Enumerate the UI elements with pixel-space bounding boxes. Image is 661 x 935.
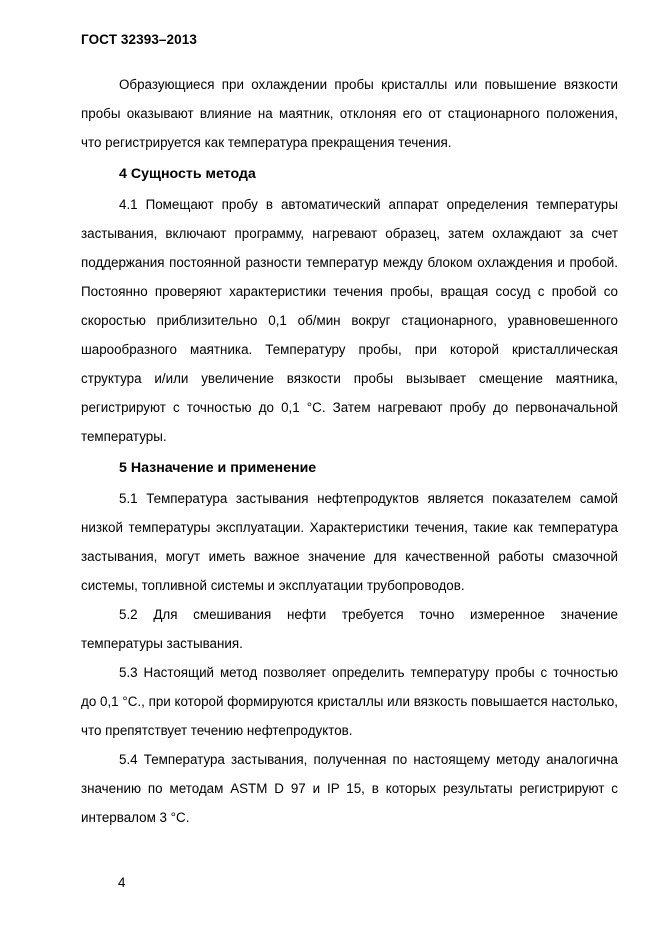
section-5-heading: 5 Назначение и применение xyxy=(119,460,317,476)
paragraph-5-2: 5.2 Для смешивания нефти требуется точно измеренное значение температуры застывания. xyxy=(81,607,618,651)
paragraph-5-1: 5.1 Температура застывания нефтепродуктов является показателем самой низкой температуры эксплуатации. Характеристики течения, такие как температура застывания, могут иметь важное значение для качественной работы смазочной системы, топливной системы и эксплуатации трубопроводов. xyxy=(81,491,618,593)
paragraph-5-4: 5.4 Температура застывания, полученная по настоящему методу аналогична значению по методам ASTM D 97 и IP 15, в которых результаты регистрируют с интервалом 3 °С. xyxy=(81,752,618,825)
paragraph-4-1: 4.1 Помещают пробу в автоматический аппарат определения температуры застывания, включают программу, нагревают образец, затем охлаждают за счет поддержания постоянной разности температур между блоком охлаждения и пробой. Постоянно проверяют характеристики течения пробы, вращая сосуд с пробой со скоростью приблизительно 0,1 об/мин вокруг стационарного, уравновешенного шарообразного маятника. Температуру пробы, при которой кристаллическая структура и/или увеличение вязкости пробы вызывает смещение маятника, регистрируют с точностью до 0,1 °С. Затем нагревают пробу до первоначальной температуры. xyxy=(81,197,618,444)
document-body xyxy=(81,70,618,832)
section-4-heading: 4 Сущность метода xyxy=(119,166,256,182)
intro-paragraph: Образующиеся при охлаждении пробы кристаллы или повышение вязкости пробы оказывают влияние на маятник, отклоняя его от стационарного положения, что регистрируется как температура прекращения течения. xyxy=(81,77,618,150)
page-number: 4 xyxy=(118,875,126,890)
paragraph-5-3: 5.3 Настоящий метод позволяет определить температуру пробы с точностью до 0,1 °С., при которой формируются кристаллы или вязкость повышается настолько, что препятствует течению нефтепродуктов. xyxy=(81,665,618,738)
document-header: ГОСТ 32393–2013 xyxy=(81,32,197,47)
